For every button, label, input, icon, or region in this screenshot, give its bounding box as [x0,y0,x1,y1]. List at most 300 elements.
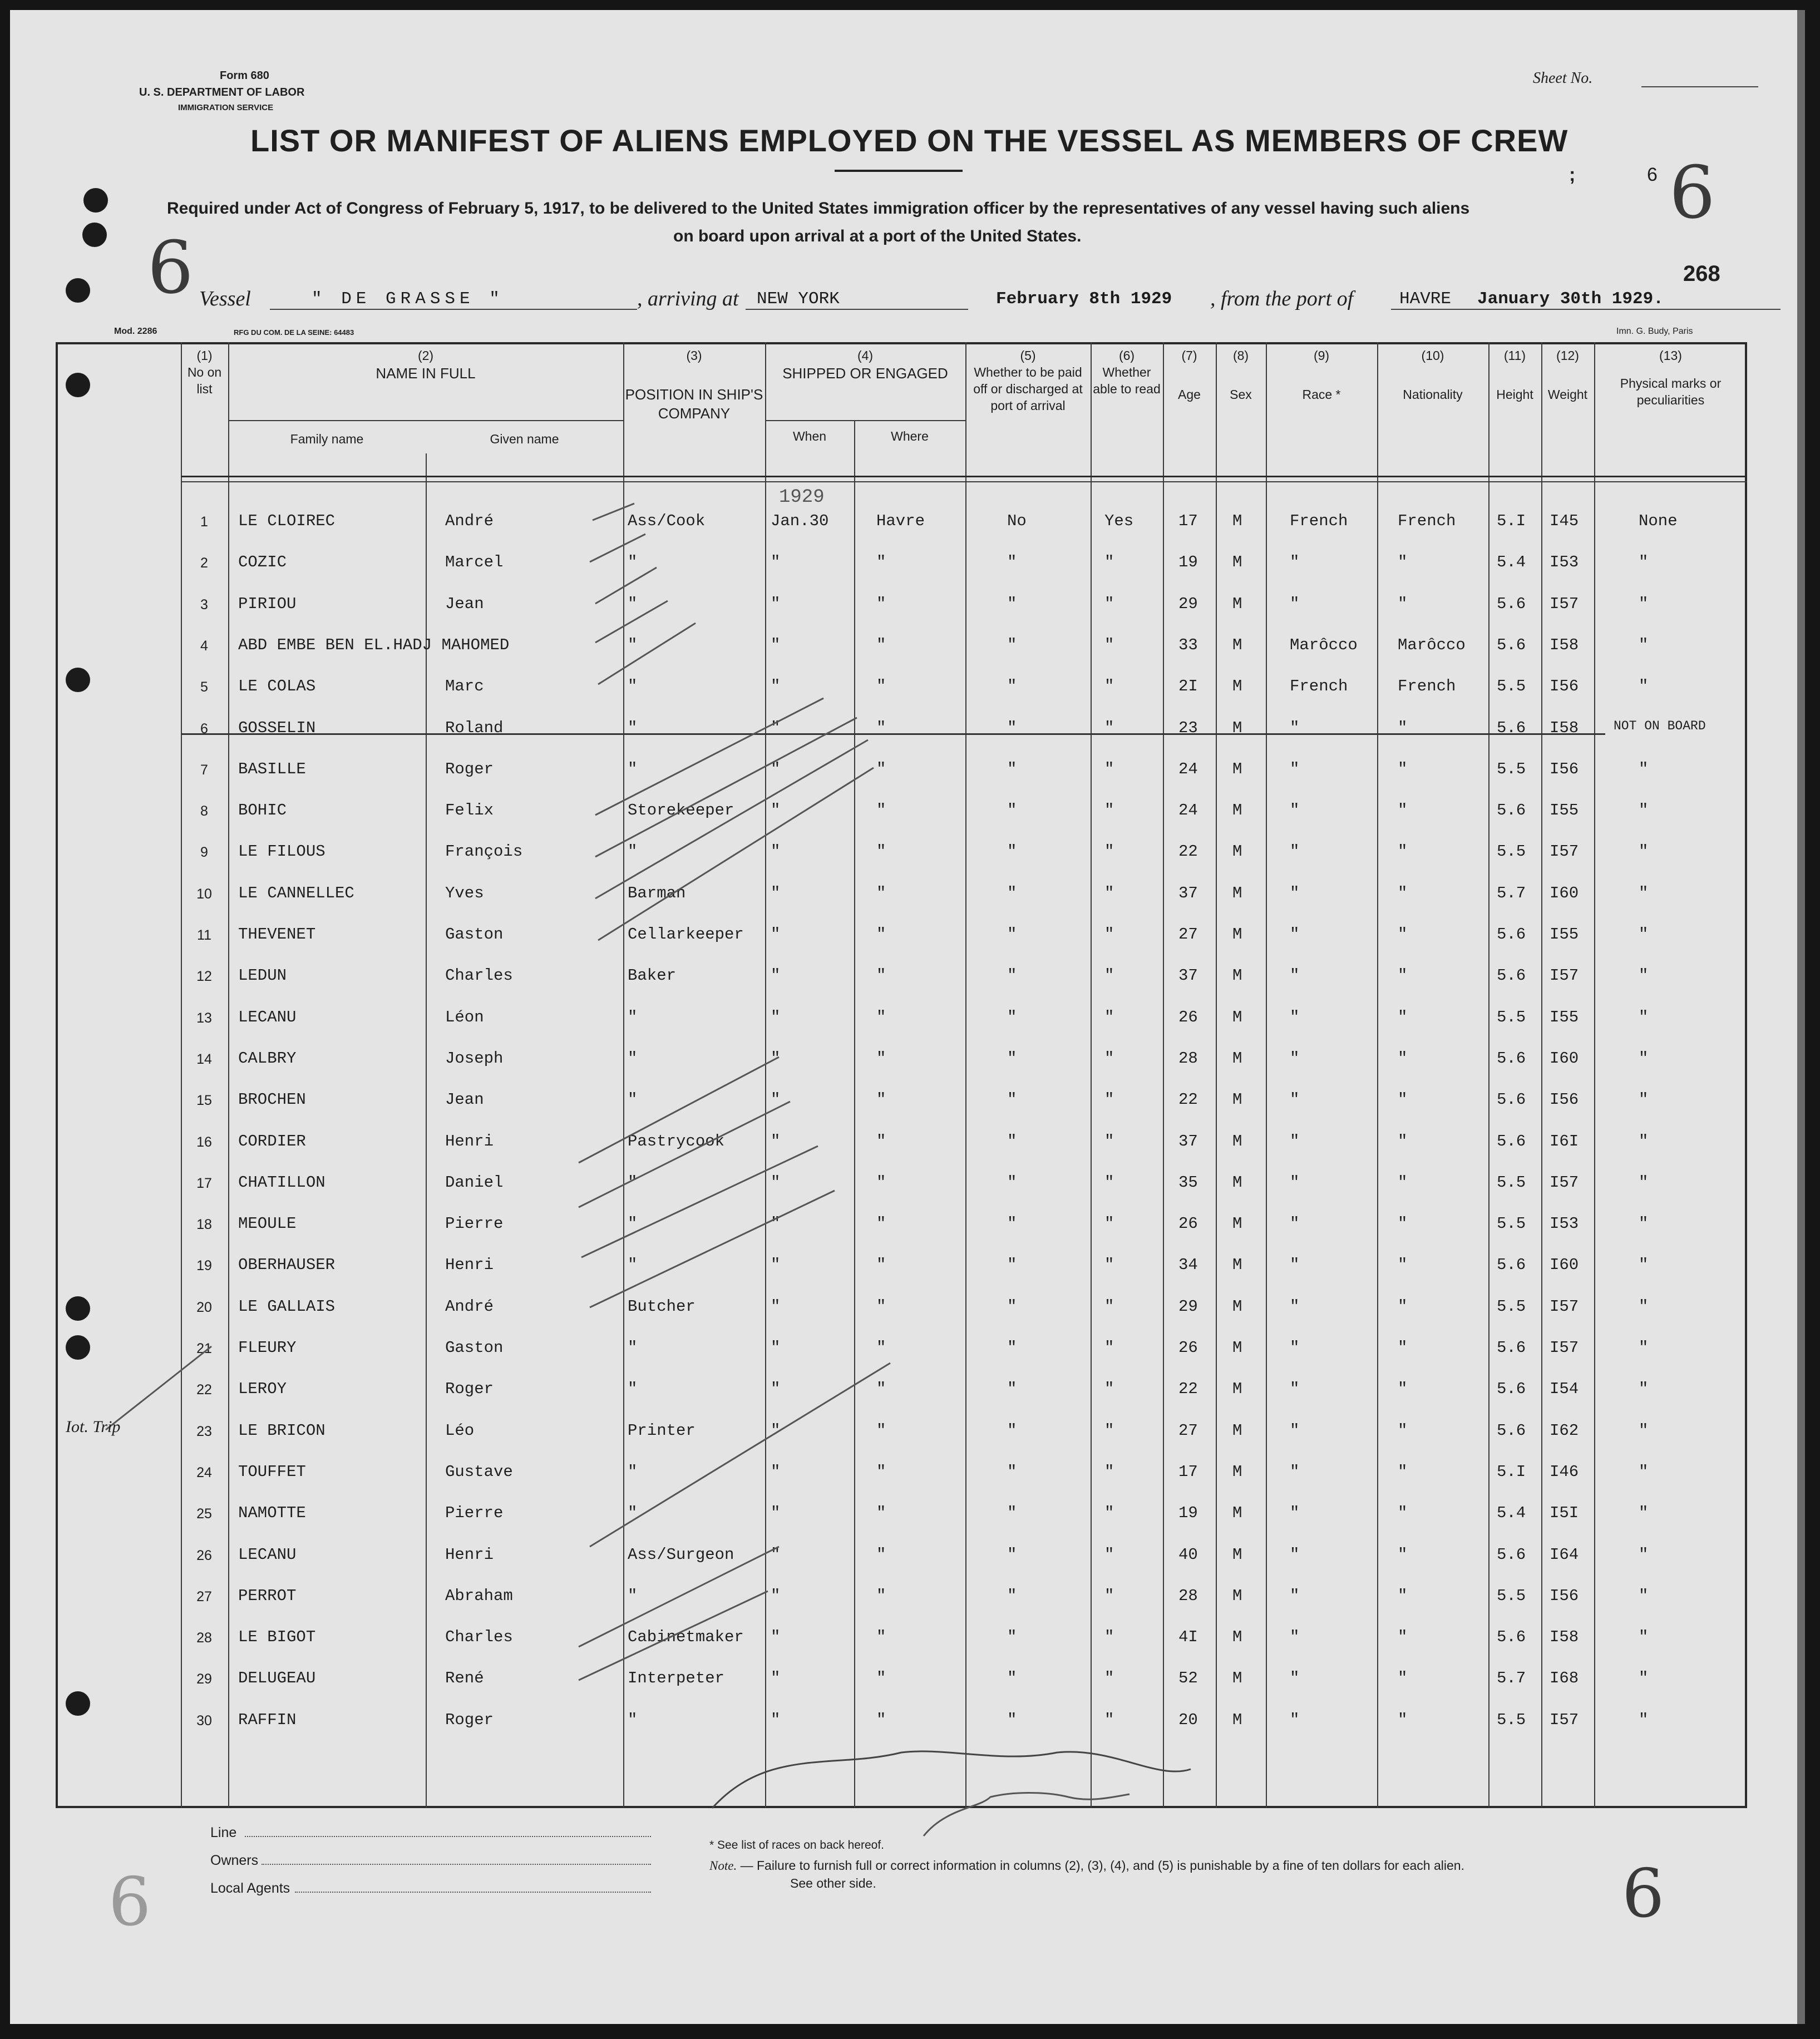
col10-header: (10) Nationality [1403,348,1463,402]
cell-race: " [1290,966,1300,985]
cell-age: 52 [1178,1669,1198,1688]
cell-marks: " [1639,759,1649,778]
cell-race: " [1290,1710,1300,1729]
cell-read: " [1104,801,1114,820]
cell-age: 37 [1178,966,1198,985]
cell-where: " [876,1586,886,1605]
sheet-number-stamp: 6 [1669,150,1715,235]
cell-given: Jean [445,1090,484,1109]
cell-given: Abraham [445,1586,513,1605]
cell-position: Ass/Surgeon [628,1545,734,1564]
line-field [245,1836,651,1837]
cell-position: " [628,677,638,696]
row-number: 27 [196,1588,212,1604]
cell-race: " [1290,1256,1300,1275]
cell-given: Charles [445,966,513,985]
cell-when: " [771,635,781,654]
cell-age: 19 [1178,1504,1198,1523]
cell-nat: " [1398,1669,1408,1688]
cell-read: " [1104,718,1114,737]
cell-where: " [876,1008,886,1026]
cell-race: " [1290,925,1300,944]
cell-race: " [1290,1339,1300,1357]
cell-when: " [771,1049,781,1068]
cell-height: 5.6 [1497,1132,1526,1151]
line-label: Line [210,1825,237,1840]
cell-when: " [771,801,781,820]
cell-read: " [1104,677,1114,696]
cell-position: Baker [628,966,677,985]
cell-marks: " [1639,1380,1649,1399]
cell-height: 5.5 [1497,1710,1526,1729]
cell-position: Pastrycook [628,1132,725,1151]
cell-age: 24 [1178,759,1198,778]
cell-sex: M [1232,512,1242,530]
cell-where: " [876,801,886,820]
col4-header: (4) SHIPPED OR ENGAGED [782,348,948,382]
cell-when: " [771,1586,781,1605]
cell-where: " [876,1421,886,1440]
cell-marks: " [1639,594,1649,613]
col3-header: (3) POSITION IN SHIP'S COMPANY [625,348,763,422]
cell-given: Joseph [445,1049,504,1068]
cell-position: Barman [628,883,686,902]
cell-read: " [1104,883,1114,902]
cell-position: " [628,1173,638,1192]
cell-family: LE GALLAIS [238,1297,336,1316]
cell-weight: I54 [1550,1380,1579,1399]
cell-paid: No [1007,512,1027,530]
cell-family: MEOULE [238,1214,297,1233]
cell-when: " [771,718,781,737]
row-number: 12 [196,969,212,985]
cell-race: " [1290,1214,1300,1233]
cell-read: " [1104,1710,1114,1729]
cell-marks: " [1639,1586,1649,1605]
cell-weight: I56 [1550,1586,1579,1605]
registry-number: RFG DU COM. DE LA SEINE: 64483 [234,328,354,337]
col5-header: (5) Whether to be paid off or discharged at port of arrival [973,348,1083,413]
cell-when: " [771,966,781,985]
cell-height: 5.5 [1497,1586,1526,1605]
cell-family: BOHIC [238,801,287,820]
row-number: 19 [196,1258,212,1274]
cell-height: 5.6 [1497,1421,1526,1440]
cell-weight: I57 [1550,842,1579,861]
cell-race: " [1290,1297,1300,1316]
races-note: * See list of races on back hereof. [709,1839,885,1852]
cell-sex: M [1232,883,1242,902]
cell-paid: " [1007,1380,1017,1399]
cell-when: " [771,677,781,696]
cell-nat: " [1398,842,1408,861]
cell-given: Felix [445,801,494,820]
cell-paid: " [1007,1173,1017,1192]
cell-marks: " [1639,1545,1649,1564]
cell-nat: " [1398,1049,1408,1068]
cell-height: 5.6 [1497,1628,1526,1647]
cell-sex: M [1232,1132,1242,1151]
cell-family: LE COLAS [238,677,316,696]
row-number: 15 [196,1093,212,1109]
cell-where: " [876,1380,886,1399]
cell-marks: " [1639,1421,1649,1440]
cell-position: " [628,1090,638,1109]
col2-header: (2) NAME IN FULL [376,348,476,382]
cell-race: " [1290,1008,1300,1026]
departure-date: January 30th 1929. [1477,289,1664,309]
cell-nat: " [1398,925,1408,944]
cell-weight: I55 [1550,925,1579,944]
cell-where: Havre [876,512,925,530]
cell-position: " [628,1380,638,1399]
cell-position: " [628,1256,638,1275]
cell-paid: " [1007,1008,1017,1026]
cell-where: " [876,594,886,613]
cell-age: 20 [1178,1710,1198,1729]
cell-where: " [876,883,886,902]
cell-nat: " [1398,1256,1408,1275]
cell-read: " [1104,594,1114,613]
cell-family: BROCHEN [238,1090,306,1109]
cell-nat: " [1398,1504,1408,1523]
col4-when-header: When [792,429,827,443]
cell-marks: " [1639,677,1649,696]
row-number: 3 [200,596,208,613]
cell-race: " [1290,1173,1300,1192]
cell-sex: M [1232,1628,1242,1647]
cell-marks: " [1639,1090,1649,1109]
cell-sex: M [1232,1421,1242,1440]
cell-position: " [628,1339,638,1357]
cell-read: " [1104,966,1114,985]
row-number: 16 [196,1134,212,1150]
row-number: 18 [196,1217,212,1233]
cell-age: 29 [1178,1297,1198,1316]
cell-read: " [1104,1504,1114,1523]
cell-race: " [1290,1049,1300,1068]
cell-where: " [876,925,886,944]
cell-read: " [1104,759,1114,778]
department-name: U. S. DEPARTMENT OF LABOR [139,86,305,98]
cell-weight: I46 [1550,1462,1579,1481]
cell-family: TOUFFET [238,1462,306,1481]
row-number: 22 [196,1382,212,1398]
cell-age: 24 [1178,801,1198,820]
cell-race: French [1290,512,1348,530]
from-port: HAVRE [1399,289,1452,309]
cell-height: 5.5 [1497,1214,1526,1233]
from-port-label: , from the port of [1210,287,1354,310]
cell-age: 29 [1178,594,1198,613]
cell-position: " [628,1504,638,1523]
cell-given: Pierre [445,1504,504,1523]
cell-age: 27 [1178,925,1198,944]
cell-paid: " [1007,842,1017,861]
cell-given: Gaston [445,1339,504,1357]
cell-paid: " [1007,677,1017,696]
row-number: 25 [196,1506,212,1522]
cell-age: 27 [1178,1421,1198,1440]
cell-paid: " [1007,1586,1017,1605]
cell-nat: " [1398,594,1408,613]
cell-marks: " [1639,1339,1649,1357]
cell-race: " [1290,1380,1300,1399]
inspector-signature-2 [924,1793,1130,1836]
margin-note: Iot. Trip [66,1418,121,1436]
cell-sex: M [1232,1090,1242,1109]
cell-weight: I64 [1550,1545,1579,1564]
cell-position: " [628,1462,638,1481]
local-agents-label: Local Agents [210,1880,290,1896]
cell-age: 22 [1178,1380,1198,1399]
cell-paid: " [1007,718,1017,737]
cell-nat: " [1398,801,1408,820]
cell-position: Ass/Cook [628,512,706,530]
cell-when: " [771,594,781,613]
arrival-date: February 8th 1929 [996,289,1172,309]
cell-sex: M [1232,1339,1242,1357]
subtitle-line-1: Required under Act of Congress of February 5, 1917, to be delivered to the United States immigration officer by the representatives of any vessel having such aliens [167,199,1470,218]
cell-paid: " [1007,1049,1017,1068]
cell-height: 5.6 [1497,1380,1526,1399]
form-number: Form 680 [220,70,269,82]
owners-label: Owners [210,1853,259,1868]
row-number: 26 [196,1547,212,1563]
cell-where: " [876,1297,886,1316]
cell-height: 5.5 [1497,1173,1526,1192]
cell-race: " [1290,1586,1300,1605]
cell-position: " [628,1008,638,1026]
cell-family: THEVENET [238,925,316,944]
cell-when: " [771,553,781,572]
cell-when: " [771,759,781,778]
cell-weight: I55 [1550,801,1579,820]
cell-sex: M [1232,1462,1242,1481]
cell-given: Roger [445,1380,494,1399]
cell-where: " [876,1628,886,1647]
cell-position: " [628,1586,638,1605]
printer-mark: Imn. G. Budy, Paris [1616,327,1693,336]
cell-position: Butcher [628,1297,696,1316]
cell-where: " [876,677,886,696]
cell-nat: " [1398,1628,1408,1647]
cell-when: " [771,1545,781,1564]
cell-marks: " [1639,1008,1649,1026]
arriving-label: , arriving at [637,287,739,310]
cell-weight: I60 [1550,1049,1579,1068]
cell-age: 17 [1178,1462,1198,1481]
cell-race: " [1290,1545,1300,1564]
cell-paid: " [1007,1710,1017,1729]
cell-paid: " [1007,1421,1017,1440]
small-sheet-number: 6 [1647,164,1658,185]
cell-position: Cabinetmaker [628,1628,744,1647]
year-stamp: 1929 [779,487,825,508]
cell-nat: " [1398,883,1408,902]
row-number: 4 [200,638,208,654]
cell-where: " [876,1173,886,1192]
cell-given: Daniel [445,1173,504,1192]
cell-weight: I57 [1550,1297,1579,1316]
cell-race: " [1290,553,1300,572]
cell-given: Charles [445,1628,513,1647]
cell-race: " [1290,759,1300,778]
row-number: 13 [196,1010,212,1026]
cell-sex: M [1232,1710,1242,1729]
vessel-label: Vessel [199,287,251,310]
cell-position: Cellarkeeper [628,925,744,944]
cell-paid: " [1007,966,1017,985]
cell-race: " [1290,1504,1300,1523]
cell-given: Léo [445,1421,475,1440]
cell-height: 5.6 [1497,718,1526,737]
cell-given: Léon [445,1008,484,1026]
cell-position: Printer [628,1421,696,1440]
cell-weight: I56 [1550,1090,1579,1109]
cell-read: " [1104,1669,1114,1688]
cell-family: PIRIOU [238,594,297,613]
cell-when: " [771,1173,781,1192]
cell-when: " [771,1710,781,1729]
row-number: 28 [196,1630,212,1646]
cell-nat: " [1398,1090,1408,1109]
row-number: 21 [196,1341,212,1356]
cell-sex: M [1232,966,1242,985]
cell-race: " [1290,1132,1300,1151]
cell-sex: M [1232,1586,1242,1605]
cell-age: 17 [1178,512,1198,530]
cell-marks: " [1639,1462,1649,1481]
model-number: Mod. 2286 [114,327,157,336]
cell-race: " [1290,1090,1300,1109]
cell-sex: M [1232,1297,1242,1316]
cell-nat: " [1398,1214,1408,1233]
cell-where: " [876,1669,886,1688]
cell-weight: I57 [1550,966,1579,985]
cell-where: " [876,966,886,985]
cell-weight: I58 [1550,1628,1579,1647]
cell-family: LE BIGOT [238,1628,316,1647]
cell-sex: M [1232,1008,1242,1026]
cell-family: CHATILLON [238,1173,325,1192]
cell-family: CALBRY [238,1049,297,1068]
cell-sex: M [1232,677,1242,696]
row-number: 2 [200,555,208,571]
cell-height: 5.5 [1497,1008,1526,1026]
cell-when: Jan.30 [771,512,829,530]
cell-when: " [771,1090,781,1109]
cell-when: " [771,1462,781,1481]
col2-given-header: Given name [490,432,559,446]
cell-marks: " [1639,1173,1649,1192]
cell-when: " [771,1669,781,1688]
cell-read: " [1104,1256,1114,1275]
cell-position: Interpeter [628,1669,725,1688]
cell-position: " [628,759,638,778]
cell-family: GOSSELIN [238,718,316,737]
cell-read: " [1104,1462,1114,1481]
col1-header: (1) No on list [187,348,222,396]
service-name: IMMIGRATION SERVICE [178,103,274,112]
cell-given: Yves [445,883,484,902]
cell-race: " [1290,1669,1300,1688]
cell-when: " [771,1628,781,1647]
cell-when: " [771,1008,781,1026]
cell-sex: M [1232,801,1242,820]
cell-weight: I58 [1550,718,1579,737]
cell-height: 5.6 [1497,1256,1526,1275]
page-title: LIST OR MANIFEST OF ALIENS EMPLOYED ON THE VESSEL AS MEMBERS OF CREW [250,123,1569,158]
cell-read: " [1104,1628,1114,1647]
row-number: 23 [196,1423,212,1439]
cell-race: " [1290,801,1300,820]
row-number: 6 [200,720,208,737]
cell-when: " [771,925,781,944]
footer-number-right: 6 [1622,1855,1665,1933]
cell-marks: " [1639,1214,1649,1233]
cell-where: " [876,1132,886,1151]
cell-weight: I60 [1550,883,1579,902]
cell-family: LE CANNELLEC [238,883,354,902]
cell-where: " [876,1504,886,1523]
cell-height: 5.5 [1497,842,1526,861]
row-number: 30 [196,1712,212,1729]
cell-height: 5.6 [1497,1049,1526,1068]
cell-paid: " [1007,883,1017,902]
cell-when: " [771,1504,781,1523]
cell-marks: " [1639,883,1649,902]
cell-read: Yes [1104,512,1134,530]
note-text: — Failure to furnish full or correct information in columns (2), (3), (4), and (5) is punishable by a fine of ten dollars for each alien. [740,1858,1464,1873]
cell-read: " [1104,1297,1114,1316]
cell-position: " [628,635,638,654]
col4-where-header: Where [891,429,929,443]
cell-sex: M [1232,594,1242,613]
cell-weight: I57 [1550,1339,1579,1357]
cell-nat: " [1398,1297,1408,1316]
col9-header: (9) Race * [1302,348,1341,402]
cell-sex: M [1232,1504,1242,1523]
cell-where: " [876,1710,886,1729]
cell-where: " [876,842,886,861]
row-number: 14 [196,1051,212,1067]
row-number: 5 [200,679,208,695]
cell-given: René [445,1669,484,1688]
cell-given: André [445,512,494,530]
cell-sex: M [1232,1545,1242,1564]
cell-weight: I56 [1550,759,1579,778]
cell-when: " [771,1256,781,1275]
cell-where: " [876,1214,886,1233]
cell-nat: " [1398,1545,1408,1564]
cell-paid: " [1007,759,1017,778]
cell-height: 5.5 [1497,677,1526,696]
cell-height: 5.I [1497,1462,1526,1481]
cell-family: BASILLE [238,759,306,778]
cell-paid: " [1007,1256,1017,1275]
cell-paid: " [1007,635,1017,654]
cell-race: " [1290,718,1300,737]
cell-paid: " [1007,1090,1017,1109]
cell-paid: " [1007,925,1017,944]
cell-marks: " [1639,842,1649,861]
cell-marks: " [1639,1504,1649,1523]
cell-family: CORDIER [238,1132,306,1151]
cell-race: " [1290,1421,1300,1440]
cell-marks: " [1639,925,1649,944]
col13-header: (13) Physical marks or peculiarities [1620,348,1722,407]
